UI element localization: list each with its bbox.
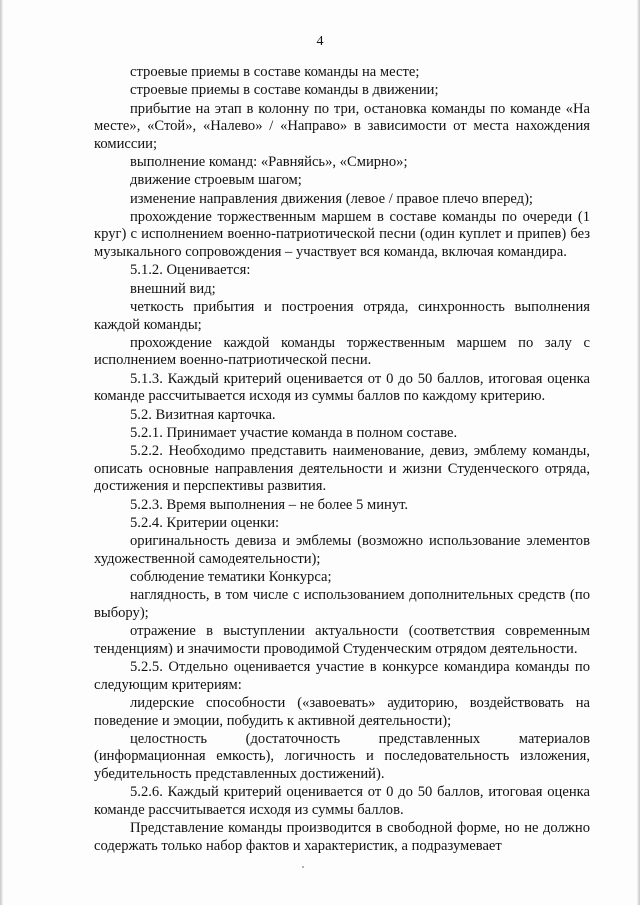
paragraph: прохождение торжественным маршем в составе команды по очереди (1 круг) с исполнением военно-патриотической песни (один куплет и припев) без музыкального сопровождения – участвует вся команда, включая командира. [94, 208, 590, 261]
paragraph: 5.2.5. Отдельно оценивается участие в конкурсе командира команды по следующим критериям: [94, 659, 590, 693]
paragraph: отражение в выступлении актуальности (соответствия современным тенденциям) и значимости проводимой Студенческим отрядом деятельности. [94, 623, 590, 657]
paragraph: Представление команды производится в свободной форме, но не должно содержать только набор фактов и характеристик, а подразумевает [94, 820, 590, 854]
paragraph: внешний вид; [130, 280, 216, 297]
paragraph: соблюдение тематики Конкурса; [130, 569, 332, 585]
paragraph: четкость прибытия и построения отряда, синхронность выполнения каждой команды; [94, 298, 590, 333]
paragraph: строевые приемы в составе команды на месте; [130, 64, 420, 80]
paragraph: 5.1.2. Оценивается: [130, 262, 251, 279]
paragraph: движение строевым шагом; [130, 172, 302, 189]
paragraph: оригинальность девиза и эмблемы (возможно использование элементов художественной самодеятельности); [94, 533, 590, 567]
scan-speck [302, 866, 304, 868]
paragraph: строевые приемы в составе команды в движении; [130, 82, 439, 99]
paragraph: 5.2.1. Принимает участие команда в полном составе. [130, 424, 458, 441]
paragraph: прибытие на этап в колонну по три, остановка команды по команде «На месте», «Стой», «Налево» / «Направо» в зависимости от места нахождения комиссии; [94, 100, 590, 152]
paragraph: целостность (достаточность представленных материалов (информационная емкость), логичность и последовательность изложения, убедительность представленных достижений). [94, 730, 590, 782]
paragraph: наглядность, в том числе с использованием дополнительных средств (по выбору); [94, 587, 590, 621]
page-number: 4 [316, 34, 324, 49]
paragraph: 5.1.3. Каждый критерий оценивается от 0 до 50 баллов, итоговая оценка команде рассчитывается исходя из суммы баллов по каждому критерию. [94, 370, 590, 405]
paragraph: выполнение команд: «Равняйсь», «Смирно»; [130, 154, 408, 171]
paragraph: 5.2.6. Каждый критерий оценивается от 0 до 50 баллов, итоговая оценка команде рассчитывается исходя из суммы баллов. [94, 784, 590, 818]
paragraph: 5.2.3. Время выполнения – не более 5 минут. [130, 496, 409, 513]
document-body [94, 64, 590, 856]
paragraph: лидерские способности («завоевать» аудиторию, воздействовать на поведение и эмоции, побудить к активной деятельности); [94, 694, 590, 729]
paragraph: 5.2.2. Необходимо представить наименование, девиз, эмблему команды, описать основные направления деятельности и жизни Студенческого отряда, достижения и перспективы развития. [94, 443, 590, 495]
paragraph: прохождение каждой команды торжественным маршем по залу с исполнением военно-патриотической песни. [94, 334, 590, 369]
paragraph: изменение направления движения (левое / правое плечо вперед); [130, 190, 533, 207]
paragraph: 5.2.4. Критерии оценки: [130, 514, 280, 531]
scan-edge-left [0, 0, 3, 905]
paragraph: 5.2. Визитная карточка. [130, 406, 276, 423]
